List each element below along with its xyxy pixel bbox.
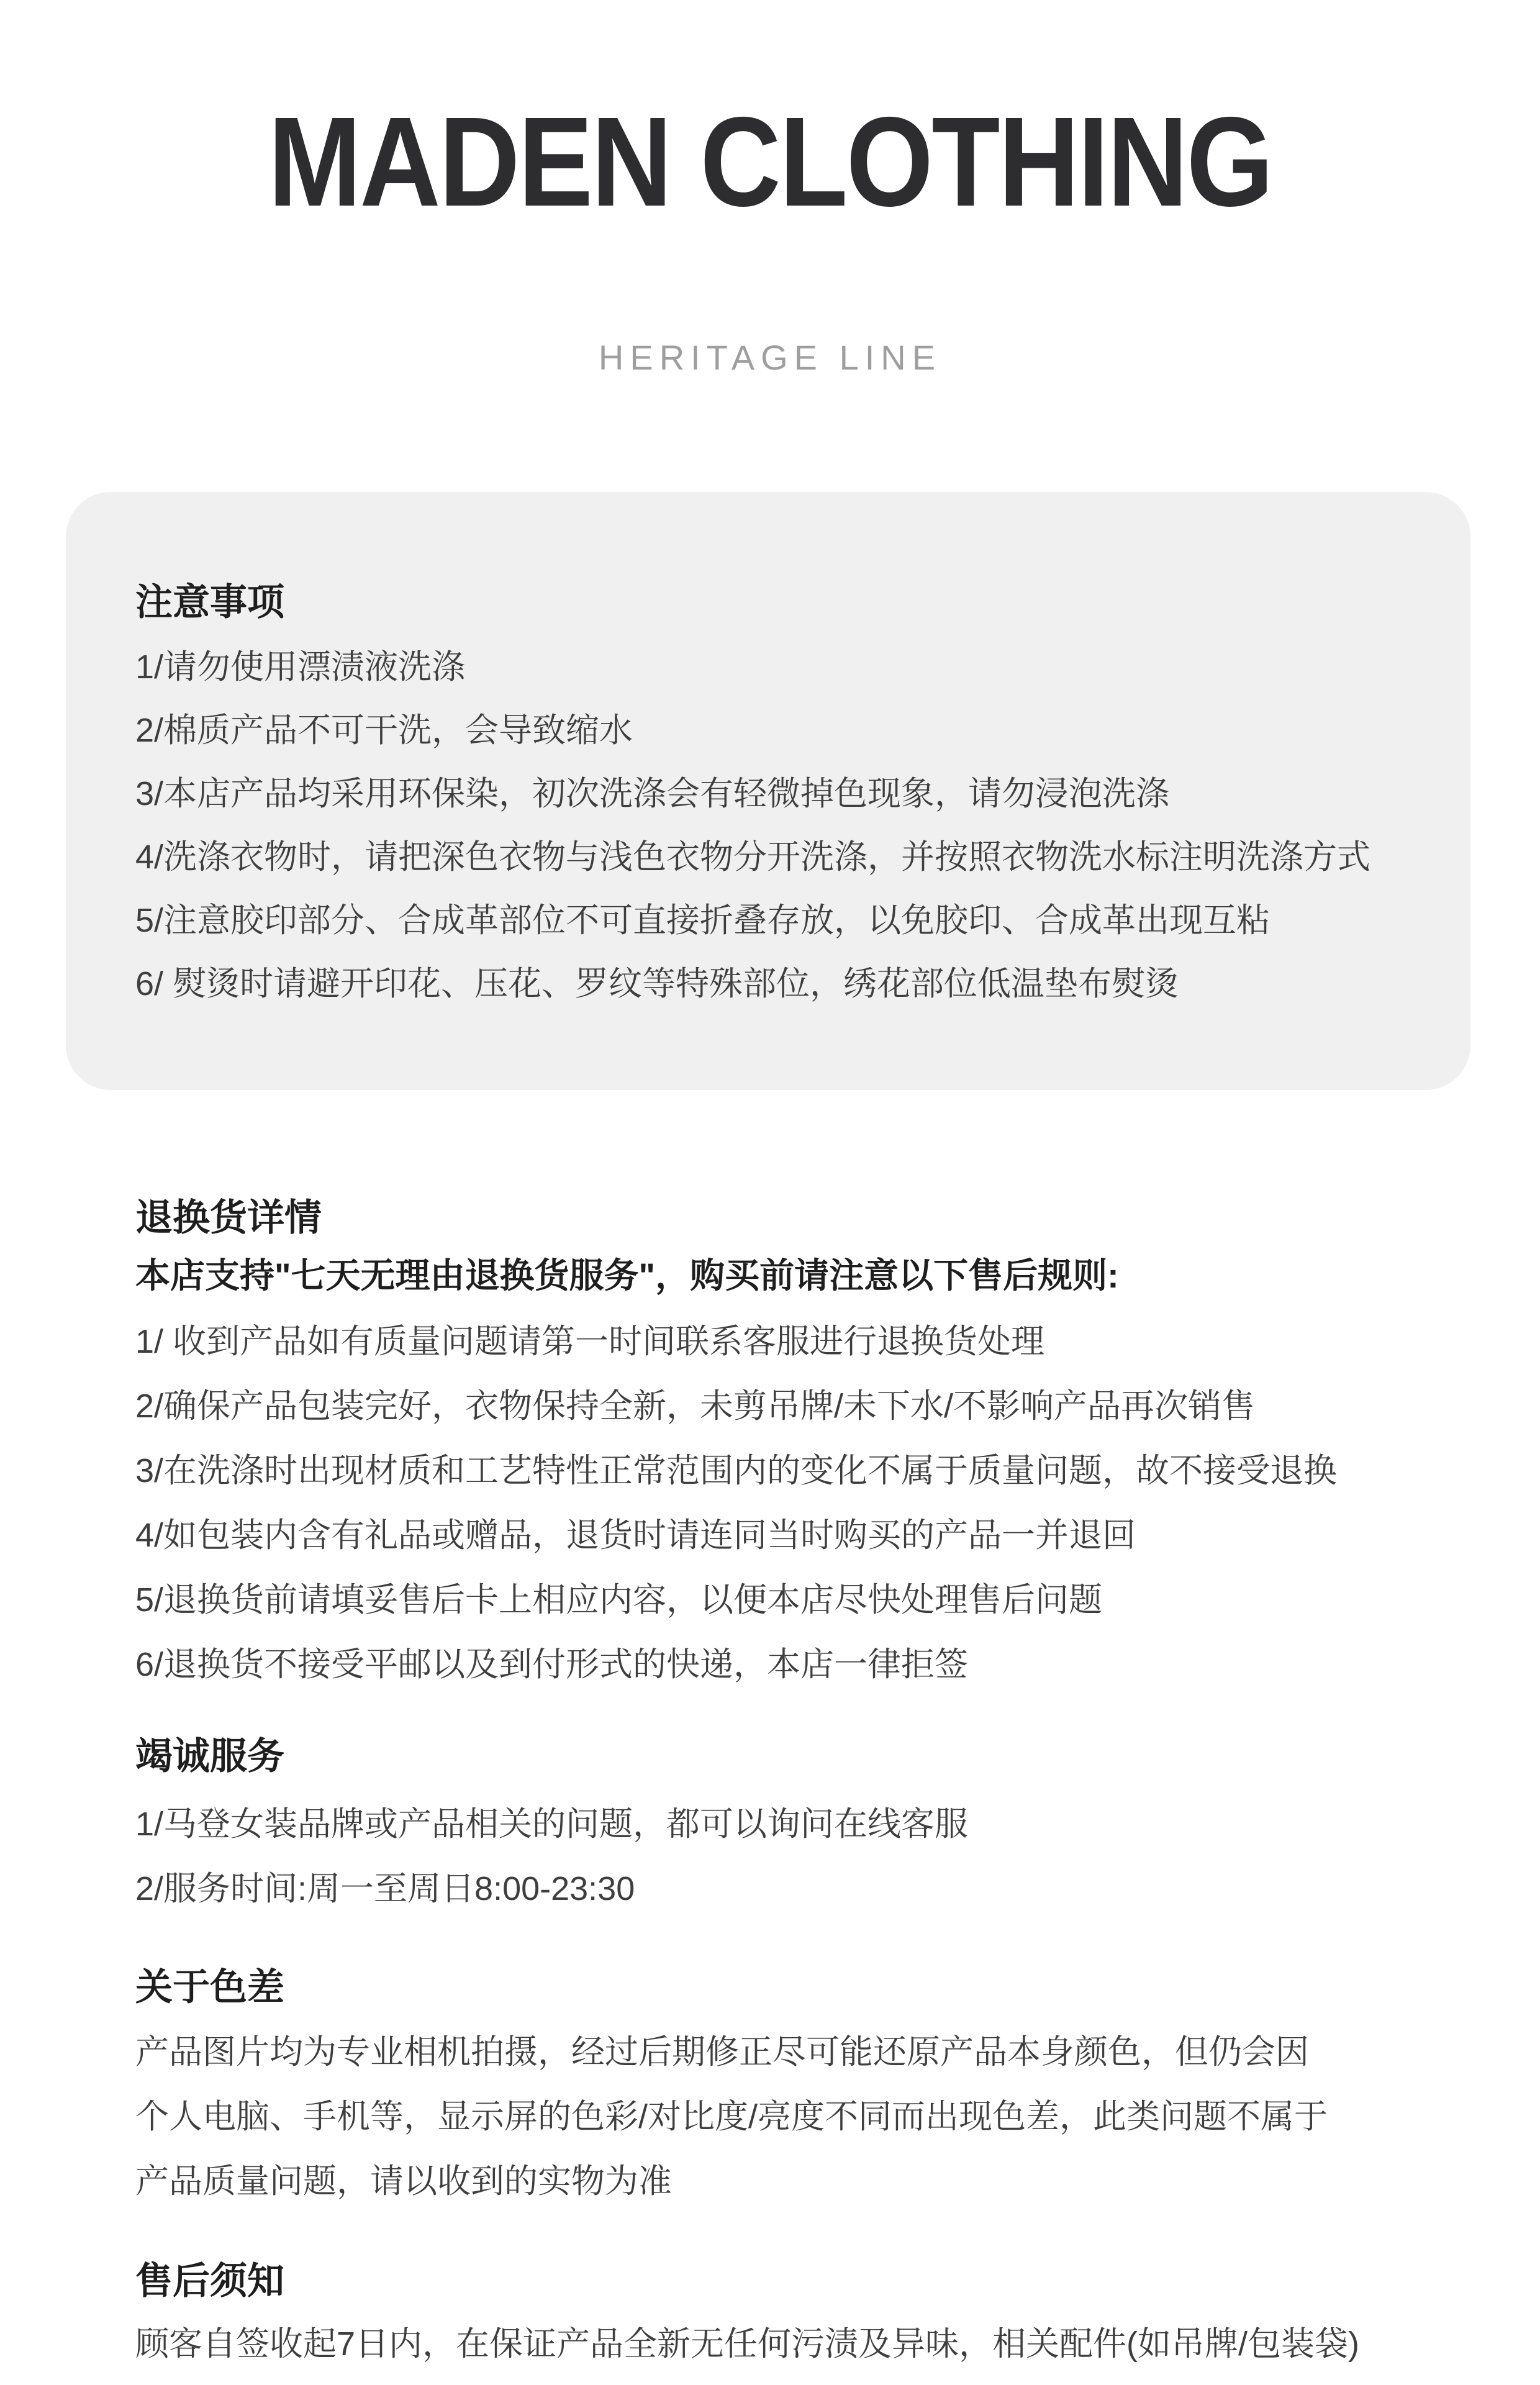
aftersales-paragraph	[135, 2312, 1359, 2376]
returns-item: 6/退换货不接受平邮以及到付形式的快递，本店一律拒签	[135, 1646, 969, 1683]
color-note-line: 产品质量问题，请以收到的实物为准	[135, 2163, 672, 2200]
notice-item: 1/请勿使用漂渍液洗涤	[135, 648, 466, 686]
color-note-paragraph	[135, 2020, 1328, 2214]
returns-section-heading: 退换货详情	[135, 1197, 322, 1238]
service-item: 2/服务时间:周一至周日8:00-23:30	[135, 1870, 635, 1907]
color-note-section-heading: 关于色差	[135, 1966, 284, 2008]
returns-subheading: 本店支持"七天无理由退换货服务"，购买前请注意以下售后规则:	[135, 1256, 1119, 1295]
aftersales-line: 顾客自签收起7日内，在保证产品全新无任何污渍及异味，相关配件(如吊牌/包装袋)	[135, 2325, 1359, 2363]
notice-item: 5/注意胶印部分、合成革部位不可直接折叠存放，以免胶印、合成革出现互粘	[135, 902, 1270, 939]
service-item: 1/马登女装品牌或产品相关的问题，都可以询问在线客服	[135, 1806, 969, 1843]
notice-item: 3/本店产品均采用环保染，初次洗涤会有轻微掉色现象，请勿浸泡洗涤	[135, 775, 1170, 812]
returns-item: 5/退换货前请填妥售后卡上相应内容，以便本店尽快处理售后问题	[135, 1581, 1103, 1619]
brand-title: MADEN CLOTHING	[268, 91, 1272, 233]
returns-item: 4/如包装内含有礼品或赠品，退货时请连同当时购买的产品一并退回	[135, 1517, 1136, 1554]
notice-item: 6/ 熨烫时请避开印花、压花、罗纹等特殊部位，绣花部位低温垫布熨烫	[135, 965, 1179, 1002]
color-note-line: 个人电脑、手机等，显示屏的色彩/对比度/亮度不同而出现色差，此类问题不属于	[135, 2098, 1328, 2135]
returns-item: 3/在洗涤时出现材质和工艺特性正常范围内的变化不属于质量问题，故不接受退换	[135, 1452, 1338, 1489]
notice-item: 4/洗涤衣物时，请把深色衣物与浅色衣物分开洗涤，并按照衣物洗水标注明洗涤方式	[135, 838, 1371, 876]
service-list	[135, 1792, 968, 1921]
brand-subtitle: HERITAGE LINE	[598, 338, 942, 377]
returns-item: 1/ 收到产品如有质量问题请第一时间联系客服进行退换货处理	[135, 1323, 1045, 1360]
color-note-line: 产品图片均为专业相机拍摄，经过后期修正尽可能还原产品本身颜色，但仍会因	[135, 2033, 1309, 2071]
returns-item: 2/确保产品包装完好，衣物保持全新，未剪吊牌/未下水/不影响产品再次销售	[135, 1388, 1256, 1425]
notice-section-heading: 注意事项	[135, 581, 284, 623]
service-section-heading: 竭诚服务	[135, 1735, 284, 1777]
notice-list	[135, 635, 1370, 1015]
notice-item: 2/棉质产品不可干洗，会导致缩水	[135, 712, 633, 749]
returns-list	[135, 1309, 1337, 1697]
aftersales-section-heading: 售后须知	[135, 2260, 284, 2302]
